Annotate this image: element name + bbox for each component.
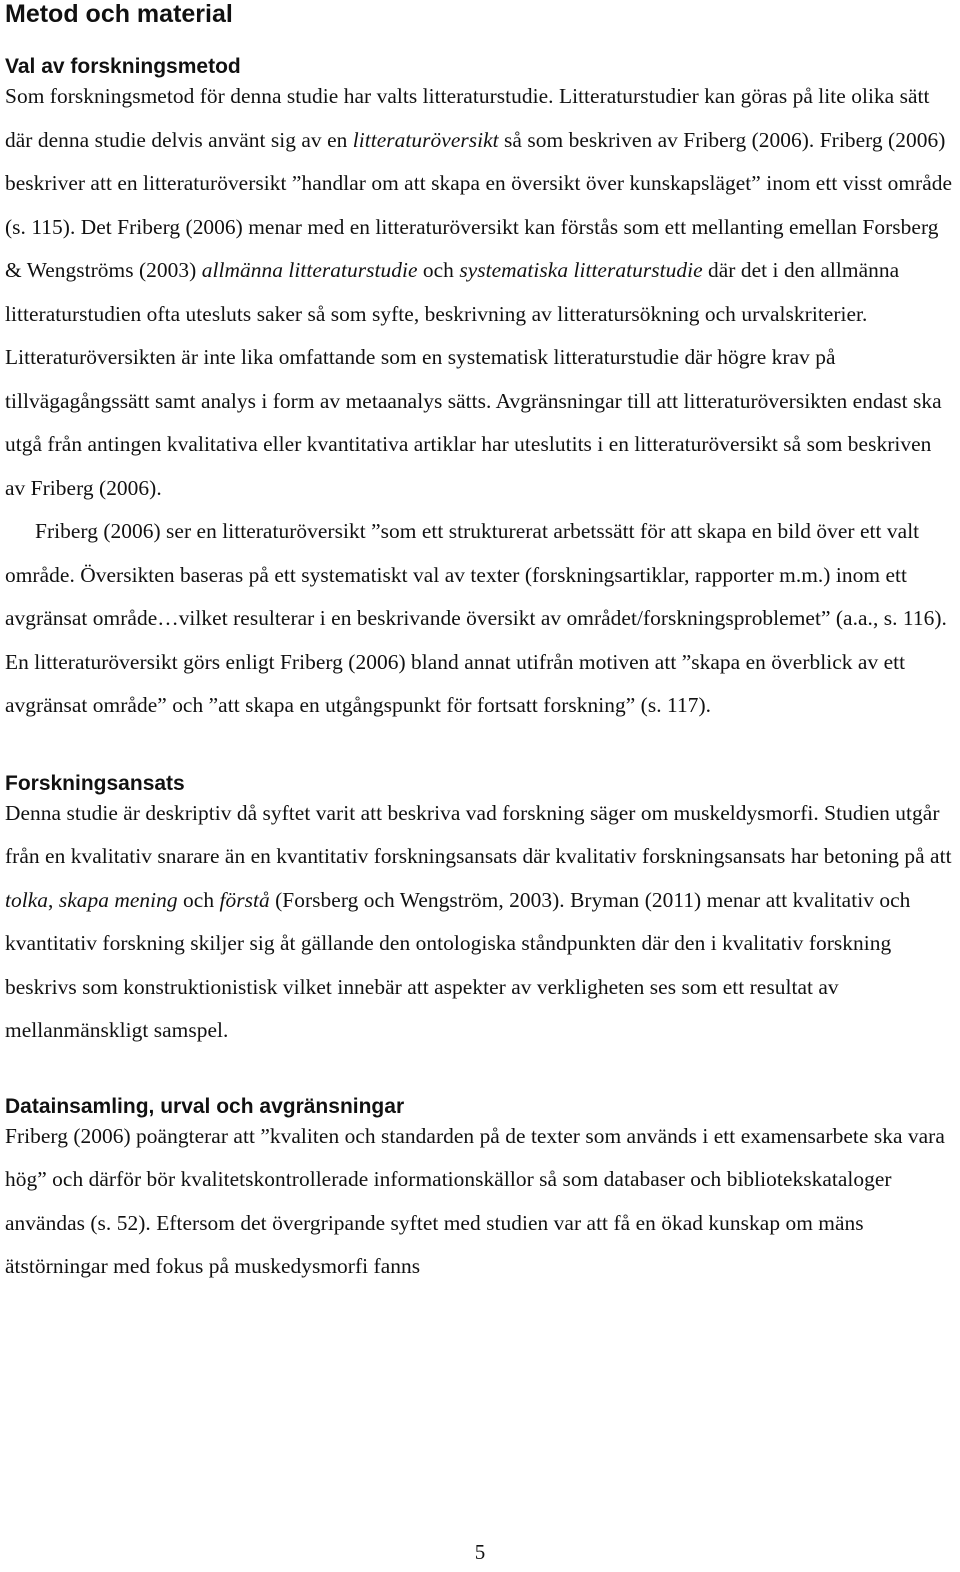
italic-term: förstå <box>219 887 270 912</box>
italic-term: tolka <box>5 887 49 912</box>
page-title: Metod och material <box>5 0 233 28</box>
italic-term: allmänna litteraturstudie <box>201 258 418 282</box>
text-span: och <box>417 258 460 282</box>
section-heading-val-av-forskningsmetod: Val av forskningsmetod <box>5 55 241 78</box>
italic-term: skapa mening <box>58 887 178 912</box>
text-span: (Forsberg och Wengström, 2003). Bryman (2011) menar att kvalitativ och kvantitativ forskning skiljer sig åt gällande den ontologiska ståndpunkten där den i kvalitativ forskning beskrivs som konstruktionistisk vilket innebär att aspekter av verkligheten ses som ett resultat av mellanmänskligt samspel. <box>5 887 911 1042</box>
text-span: Som forskningsmetod för denna studie har valts litteraturstudie. Litteraturstudier kan göras på lite olika sätt där denna studie delvis använt sig av en <box>5 84 930 152</box>
text-span: där det i den allmänna litteraturstudien ofta utesluts saker så som syfte, beskrivning av litteratursökning och urvalskriterier. Litteraturöversikten är inte lika omfattande som en systematisk litteraturstudie där högre krav på tillvägagångssätt samt analys i form av metaanalys sätts. Avgränsningar till att litteraturöversikten endast ska utgå från antingen kvalitativa eller kvantitativa artiklar har uteslutits i en litteraturöversikt så som beskriven av Friberg (2006). <box>5 258 942 500</box>
italic-term: systematiska litteraturstudie <box>459 258 703 282</box>
paragraph-val-av-forskningsmetod-2: Friberg (2006) ser en litteraturöversikt ”som ett strukturerat arbetssätt för att skapa en bild över ett valt område. Översikten baseras på ett systematiskt val av texter (forskningsartiklar, rapporter m.m.) inom ett avgränsat område…vilket resulterar i en beskrivande översikt av området/forskningsproblemet” (a.a., s. 116). En litteraturöversikt görs enligt Friberg (2006) bland annat utifrån motiven att ”skapa en överblick av ett avgränsat område” och ”att skapa en utgångspunkt för fortsatt forskning” (s. 117). <box>5 519 947 717</box>
document-page <box>5 0 957 1289</box>
italic-term: litteraturöversikt <box>352 127 499 152</box>
text-span: och <box>177 887 220 912</box>
page-number: 5 <box>474 1540 486 1564</box>
paragraph-datainsamling: Friberg (2006) poängterar att ”kvaliten och standarden på de texter som används i ett examensarbete ska vara hög” och därför bör kvalitetskontrollerade informationskällor så som databaser och bibliotekskataloger användas (s. 52). Eftersom det övergripande syftet med studien var att få en ökad kunskap om mäns ätstörningar med fokus på muskedysmorfi fanns <box>5 1123 945 1278</box>
text-span: Denna studie är deskriptiv då syftet varit att beskriva vad forskning säger om muskeldysmorfi. Studien utgår från en kvalitativ snarare än en kvantitativ forskningsansats där kvalitativ forskningsansats har betoning på att <box>5 800 952 868</box>
text-span: så som beskriven av Friberg (2006). Friberg (2006) beskriver att en litteraturöversikt ”handlar om att skapa en översikt över kunskapsläget” inom ett visst område (s. 115). Det Friberg (2006) menar med en litteraturöversikt kan förstås som ett mellanting emellan Forsberg & Wengströms (2003) <box>5 127 953 282</box>
text-span: , <box>48 887 59 912</box>
section-heading-datainsamling: Datainsamling, urval och avgränsningar <box>5 1094 405 1118</box>
paragraph-val-av-forskningsmetod-1 <box>5 75 957 510</box>
paragraph-forskningsansats <box>5 792 957 1053</box>
section-heading-forskningsansats: Forskningsansats <box>5 771 185 795</box>
